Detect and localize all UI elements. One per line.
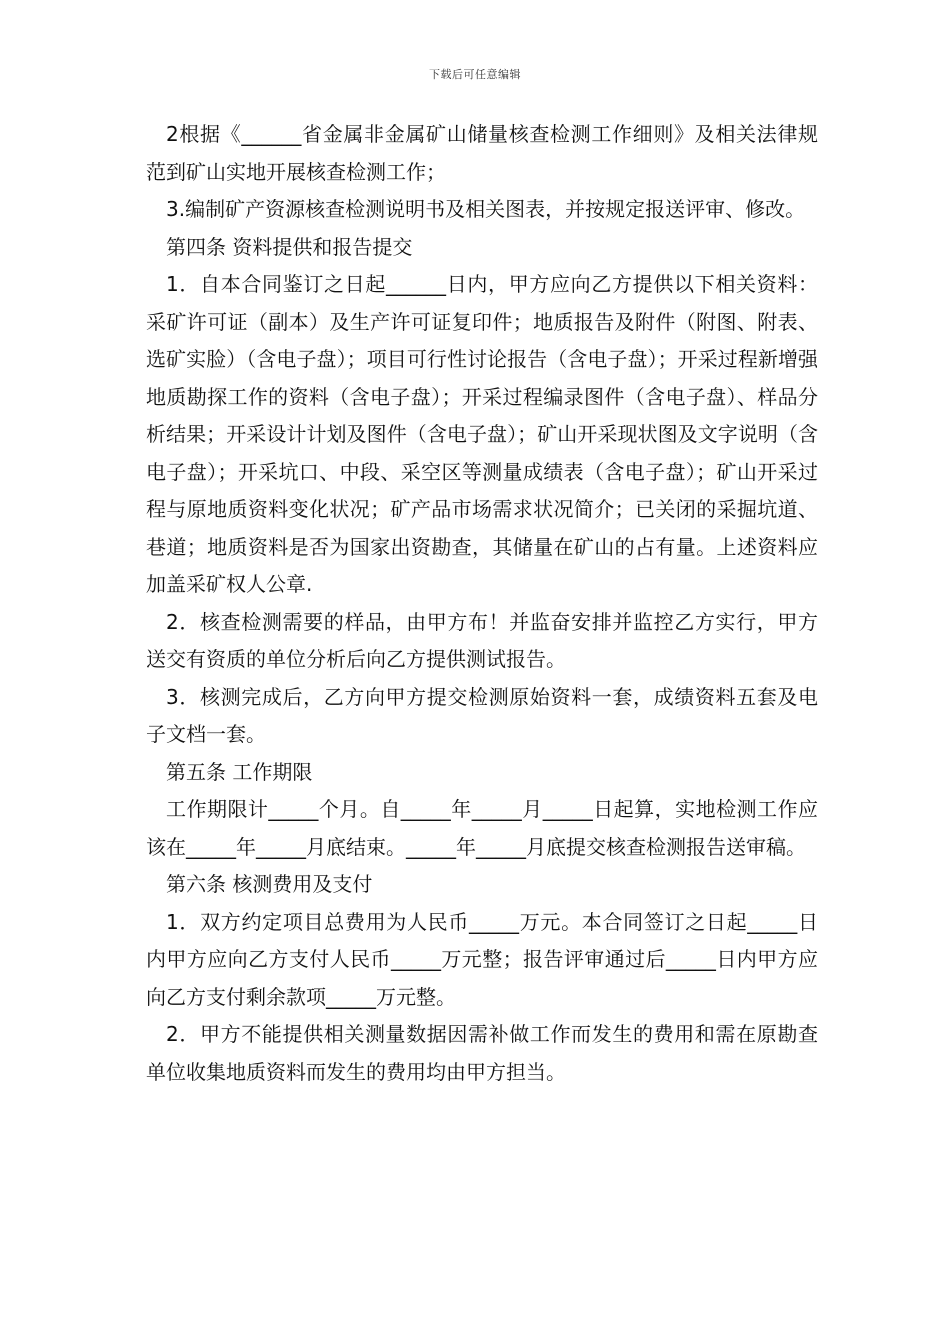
paragraph-article-5-term: 工作期限计_____个月。自_____年_____月_____日起算，实地检测工作应该在_____年_____月底结束。_____年_____月底提交核查检测报告送审稿。 bbox=[146, 797, 818, 859]
paragraph-article-6-item-1: 1．双方约定项目总费用为人民币_____万元。本合同签订之日起_____日内甲方应向乙方支付人民币_____万元整；报告评审通过后_____日内甲方应向乙方支付剩余款项_____万元整。 bbox=[146, 909, 818, 1009]
paragraph-clause-3: 3.编制矿产资源核查检测说明书及相关图表，并按规定报送评审、修改。 bbox=[166, 197, 806, 221]
paragraph-article-6-item-2: 2．甲方不能提供相关测量数据因需补做工作而发生的费用和需在原勘查单位收集地质资料而发生的费用均由甲方担当。 bbox=[146, 1022, 818, 1084]
paragraph-article-4-item-2: 2．核查检测需要的样品，由甲方布！并监奋安排并监控乙方实行，甲方送交有资质的单位分析后向乙方提供测试报告。 bbox=[146, 609, 818, 671]
document-body bbox=[146, 116, 818, 1091]
section-heading-article-4: 第四条 资料提供和报告提交 bbox=[166, 234, 413, 259]
section-heading-article-6: 第六条 核测费用及支付 bbox=[166, 872, 373, 896]
paragraph-article-4-item-3: 3．核测完成后，乙方向甲方提交检测原始资料一套，成绩资料五套及电子文档一套。 bbox=[146, 684, 818, 746]
paragraph-article-4-item-1: 1．自本合同鉴订之日起______日内，甲方应向乙方提供以下相关资料：采矿许可证（副本）及生产许可证复印件；地质报告及附件（附图、附表、选矿实脸）（含电子盘）；项目可行性讨论报告（含电子盘）；开采过程新增强地质勘探工作的资料（含电子盘）；开采过程编录图件（含电子盘）、样品分析结果；开采设计计划及图件（含电子盘）；矿山开采现状图及文字说明（含电子盘）；开采坑口、中段、采空区等测量成绩表（含电子盘）；矿山开采过程与原地质资料变化状况；矿产品市场需求状况简介；已关闭的采掘坑道、巷道；地质资料是否为国家出资勘查，其储量在矿山的占有量。上述资料应加盖采矿权人公章. bbox=[146, 272, 818, 596]
paragraph-clause-2: 2根据《______省金属非金属矿山储量核查检测工作细则》及相关法律规范到矿山实地开展核查检测工作； bbox=[146, 122, 818, 184]
page-header-note: 下载后可任意编辑 bbox=[429, 68, 521, 81]
section-heading-article-5: 第五条 工作期限 bbox=[166, 759, 313, 784]
